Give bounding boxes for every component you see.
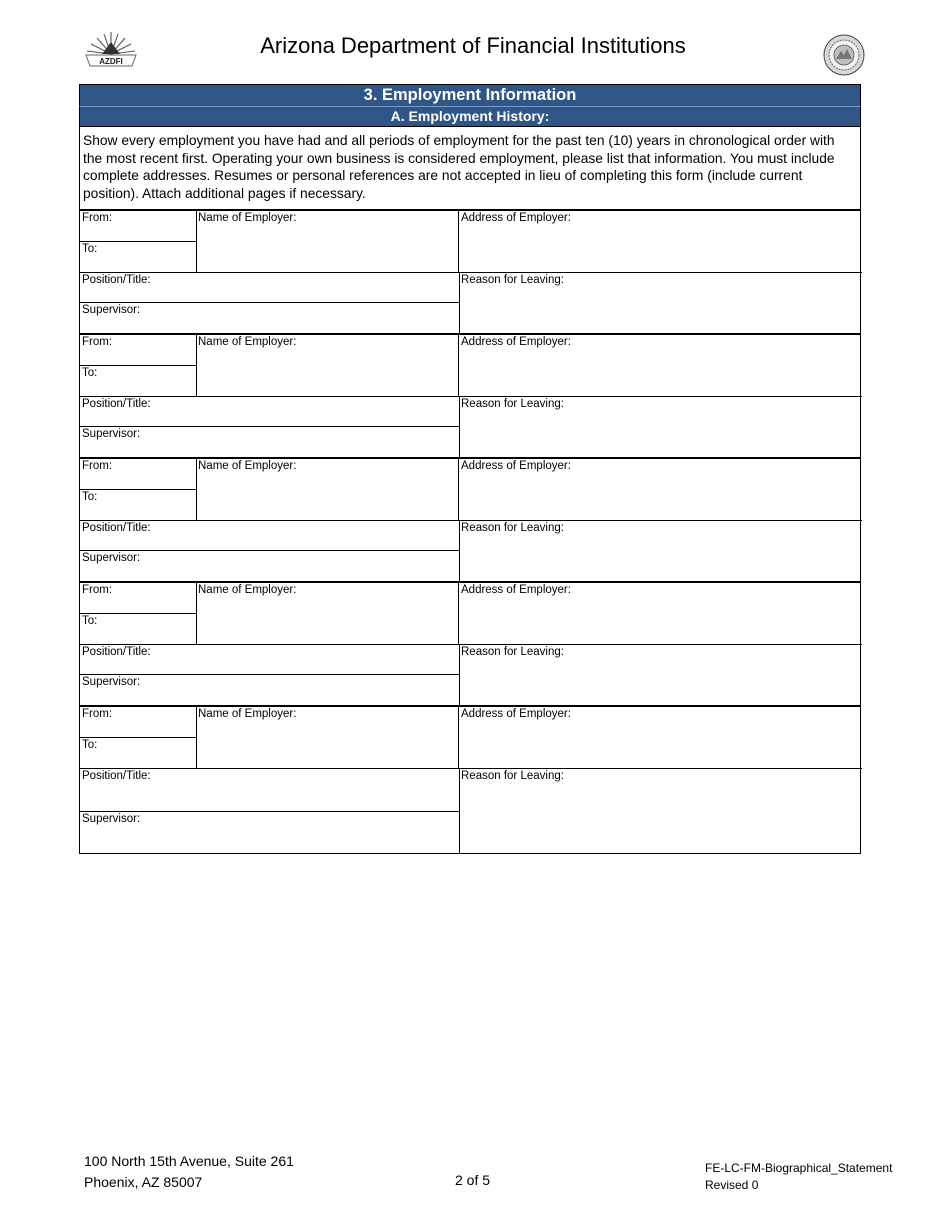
svg-text:AZDFI: AZDFI [99, 57, 123, 66]
employer-address-field[interactable]: Address of Employer: [459, 335, 862, 397]
employment-entry-1 [80, 211, 860, 335]
employment-entries [79, 211, 861, 854]
from-field[interactable]: From: [80, 459, 197, 490]
footer-address-line1: 100 North 15th Avenue, Suite 261 [84, 1153, 294, 1169]
employer-address-field[interactable]: Address of Employer: [459, 459, 862, 521]
employer-name-field[interactable]: Name of Employer: [196, 583, 459, 645]
reason-for-leaving-field[interactable]: Reason for Leaving: [461, 274, 564, 286]
employment-entry-4 [80, 583, 860, 707]
footer-form-id [705, 1160, 892, 1194]
employment-entry-3 [80, 459, 860, 583]
reason-for-leaving-field[interactable]: Reason for Leaving: [461, 770, 564, 782]
to-field[interactable]: To: [80, 613, 197, 645]
position-title-field[interactable]: Position/Title: [80, 520, 460, 551]
to-field[interactable]: To: [80, 737, 197, 769]
footer-address [84, 1151, 294, 1193]
agency-title: Arizona Department of Financial Institutions [260, 33, 686, 58]
supervisor-field[interactable]: Supervisor: [80, 302, 460, 333]
employer-name-field[interactable]: Name of Employer: [196, 211, 459, 273]
employment-form [79, 84, 861, 854]
reason-for-leaving-field[interactable]: Reason for Leaving: [461, 398, 564, 410]
from-field[interactable]: From: [80, 707, 197, 738]
to-field[interactable]: To: [80, 489, 197, 521]
reason-for-leaving-field[interactable]: Reason for Leaving: [461, 646, 564, 658]
supervisor-field[interactable]: Supervisor: [80, 426, 460, 457]
employer-name-field[interactable]: Name of Employer: [196, 707, 459, 769]
section-subtitle: A. Employment History: [79, 106, 861, 127]
to-field[interactable]: To: [80, 365, 197, 397]
form-identifier: FE-LC-FM-Biographical_Statement [705, 1161, 893, 1175]
footer-address-line2: Phoenix, AZ 85007 [84, 1174, 203, 1190]
supervisor-field[interactable]: Supervisor: [80, 550, 460, 581]
supervisor-field[interactable]: Supervisor: [80, 674, 460, 705]
employment-entry-5 [80, 707, 860, 853]
employer-name-field[interactable]: Name of Employer: [196, 335, 459, 397]
position-title-field[interactable]: Position/Title: [80, 768, 460, 812]
position-title-field[interactable]: Position/Title: [80, 272, 460, 303]
page-number: 2 of 5 [455, 1172, 491, 1188]
employer-name-field[interactable]: Name of Employer: [196, 459, 459, 521]
revision-label: Revised 0 [705, 1178, 759, 1192]
employer-address-field[interactable]: Address of Employer: [459, 707, 862, 769]
position-title-field[interactable]: Position/Title: [80, 396, 460, 427]
from-field[interactable]: From: [80, 583, 197, 614]
employer-address-field[interactable]: Address of Employer: [459, 211, 862, 273]
supervisor-field[interactable]: Supervisor: [80, 811, 460, 853]
position-title-field[interactable]: Position/Title: [80, 644, 460, 675]
from-field[interactable]: From: [80, 335, 197, 366]
employment-entry-2 [80, 335, 860, 459]
reason-for-leaving-field[interactable]: Reason for Leaving: [461, 522, 564, 534]
instructions: Show every employment you have had and all periods of employment for the past ten (10) years in chronological order with the most recent first. Operating your own business is considered employment, please list that information. You must include complete addresses. Resumes or personal references are not accepted in lieu of completing this form (include current position). Attach additional pages if necessary. [79, 127, 861, 211]
to-field[interactable]: To: [80, 241, 197, 273]
state-seal-icon [823, 34, 865, 76]
employer-address-field[interactable]: Address of Employer: [459, 583, 862, 645]
from-field[interactable]: From: [80, 211, 197, 242]
section-title: 3. Employment Information [79, 84, 861, 107]
